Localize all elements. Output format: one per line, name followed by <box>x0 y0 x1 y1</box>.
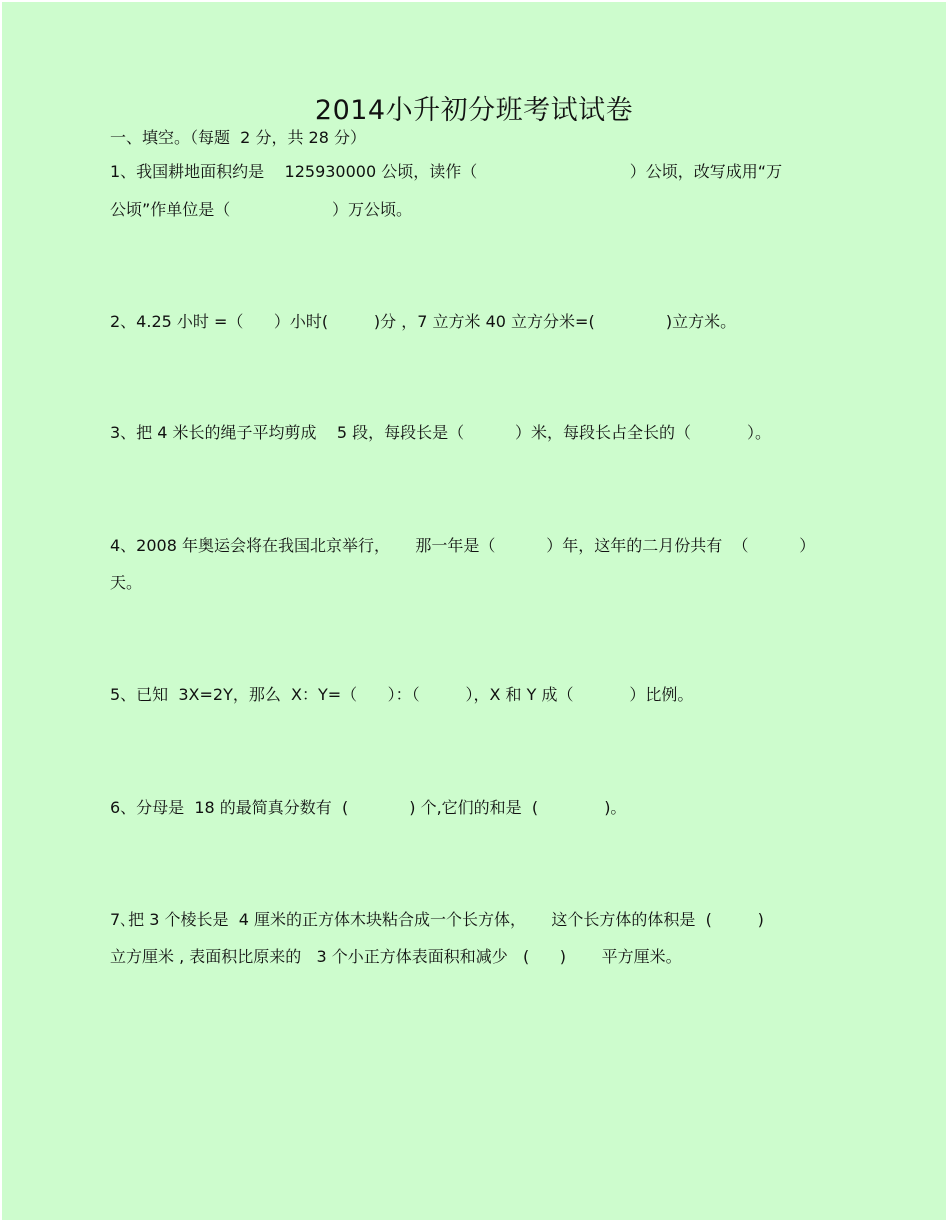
question-7-line-2: 立方厘米 , 表面积比原来的 3 个小正方体表面积和减少 ( ) 平方厘米。 <box>110 947 682 966</box>
question-3-line-1: 3、把 4 米长的绳子平均剪成 5 段，每段长是（ ）米，每段长占全长的（ ）。 <box>110 423 771 442</box>
question-6-line-1: 6、分母是 18 的最简真分数有 ( ) 个,它们的和是 ( )。 <box>110 798 627 817</box>
question-4-line-2: 天。 <box>110 573 143 592</box>
section-heading: 一、填空。（每题 2 分，共 28 分） <box>110 128 366 147</box>
question-5-line-1: 5、已知 3X=2Y，那么 X：Y=（ ）：（ ），X 和 Y 成（ ）比例。 <box>110 685 694 704</box>
question-1-line-1: 1、我国耕地面积约是 125930000 公顷，读作（ ）公顷，改写成用“万 <box>110 162 783 181</box>
question-4-line-1: 4、2008 年奥运会将在我国北京举行， 那一年是（ ）年，这年的二月份共有 （ ） <box>110 536 816 555</box>
exam-title: 2014小升初分班考试试卷 <box>314 95 634 126</box>
document-page <box>2 2 946 1220</box>
question-2-line-1: 2、4.25 小时 =（ ）小时( )分 ，7 立方米 40 立方分米=( )立方米。 <box>110 312 737 331</box>
question-1-line-2: 公顷”作单位是（ ）万公顷。 <box>110 200 413 219</box>
question-7-line-1: 7､把 3 个棱长是 4 厘米的正方体木块粘合成一个长方体， 这个长方体的体积是 ( ) <box>110 910 764 929</box>
